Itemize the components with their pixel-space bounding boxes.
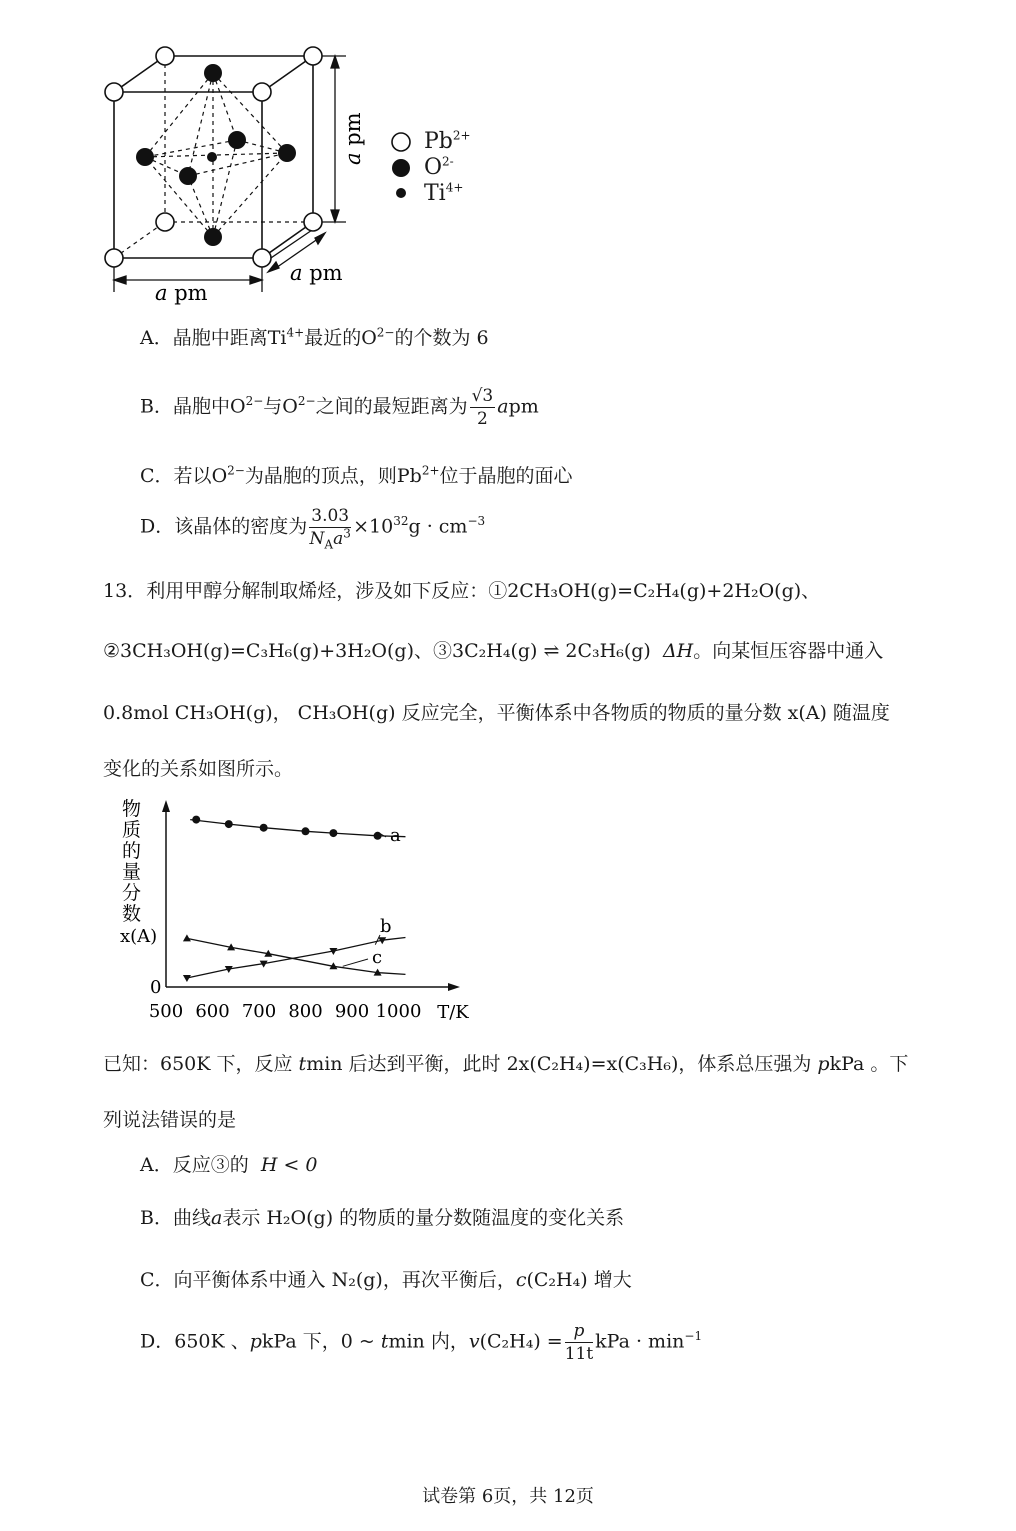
mole-fraction-chart xyxy=(110,795,480,1030)
legend-ti: $Ti^{4+}$ xyxy=(424,180,464,206)
q13-line2: ②3CH₃OH(g)=C₃H₆(g)+3H₂O(g)、③3C₂H₄(g) ⇌ 2C₃H₆(g) ΔH。向某恒压容器中通入 xyxy=(103,640,884,662)
series-c-label: c xyxy=(372,947,383,968)
series-a-point xyxy=(192,816,200,824)
x-axis-arrow xyxy=(448,983,460,991)
series-a-label: a xyxy=(390,825,401,846)
y-label-char: 物 xyxy=(122,798,142,820)
series-a-point xyxy=(302,827,310,835)
legend-o: $O^{2-}$ xyxy=(424,154,454,180)
series-b-label: b xyxy=(380,916,392,937)
q13-line4: 变化的关系如图所示。 xyxy=(103,758,294,780)
series-a-point xyxy=(329,829,337,837)
series-c-leader xyxy=(343,959,368,966)
series-a-point xyxy=(374,832,382,840)
q13-option-c: C．向平衡体系中通入 N₂(g)，再次平衡后，c(C₂H₄) 增大 xyxy=(140,1269,632,1291)
page-footer: 试卷第 6页，共 12页 xyxy=(422,1486,594,1507)
x-tick-label: 700 xyxy=(241,1001,277,1022)
y-zero-label: 0 xyxy=(150,977,162,998)
x-tick-label: 900 xyxy=(334,1001,370,1022)
svg-text:a pm: a pm xyxy=(155,281,208,305)
y-label-char: 分 xyxy=(122,882,142,904)
q13-line3: 0.8mol CH₃OH(g)， CH₃OH(g) 反应完全，平衡体系中各物质的物质的量分数 x(A) 随温度 xyxy=(103,702,890,724)
q13-line1: 13．利用甲醇分解制取烯烃，涉及如下反应：①2CH₃OH(g)=C₂H₄(g)+2H₂O(g)、 xyxy=(103,580,821,602)
y-label-char: 的 xyxy=(122,840,142,862)
series-a-point xyxy=(260,824,268,832)
series-c-point xyxy=(183,934,191,941)
q13-known-line1: 已知：650K 下，反应 tmin 后达到平衡，此时 2x(C₂H₄)=x(C₃H₆)，体系总压强为 pkPa 。下 xyxy=(103,1053,909,1075)
x-tick-label: 1000 xyxy=(375,1001,422,1022)
q13-known-line2: 列说法错误的是 xyxy=(103,1109,237,1131)
y-label-char: 质 xyxy=(122,819,142,841)
fraction-density: $\frac{3.03}{N_Aa^3}$ xyxy=(309,506,351,552)
y-label-char: 数 xyxy=(122,903,142,925)
x-axis-label: T/K xyxy=(437,1002,469,1023)
y-label-symbol: x(A) xyxy=(120,926,158,947)
x-tick-label: 800 xyxy=(288,1001,323,1022)
q12-option-d: D．该晶体的密度为 $\frac{3.03}{N_Aa^3}$ $\times 10^{32}g \cdot cm^{-3}$ xyxy=(140,506,486,552)
q13-option-b: B．曲线a表示 H₂O(g) 的物质的量分数随温度的变化关系 xyxy=(140,1207,625,1229)
y-axis-arrow xyxy=(162,800,170,812)
q12-option-c: C．若以$O^{2-}$为晶胞的顶点，则$Pb^{2+}$位于晶胞的面心 xyxy=(140,463,573,487)
series-a-point xyxy=(225,820,233,828)
y-label-char: 量 xyxy=(122,861,142,883)
svg-text:a pm: a pm xyxy=(341,112,365,165)
series-b-point xyxy=(183,975,191,982)
series-a-line xyxy=(190,820,405,837)
svg-text:a pm: a pm xyxy=(290,261,343,285)
q13-option-a: A．反应③的 H < 0 xyxy=(140,1154,318,1176)
x-tick-label: 500 xyxy=(148,1001,184,1022)
q13-option-d: D．650K 、pkPa 下，0 ~ tmin 内，v(C₂H₄) = $\frac{p}{11t}$ kPa · $\min^{-1}$ xyxy=(140,1321,703,1364)
x-tick-label: 600 xyxy=(195,1001,230,1022)
q12-option-b: B．晶胞中$O^{2-}$与$O^{2-}$之间的最短距离为 $\frac{√3}{2}$ apm xyxy=(140,386,539,429)
fraction-sqrt3-over-2: $\frac{√3}{2}$ xyxy=(471,386,494,429)
legend-pb: $Pb^{2+}$ xyxy=(424,128,471,154)
q12-option-a: A．晶胞中距离$Ti^{4+}$最近的$O^{2-}$的个数为 6 xyxy=(140,325,489,349)
fraction-rate: $\frac{p}{11t}$ xyxy=(564,1321,594,1364)
